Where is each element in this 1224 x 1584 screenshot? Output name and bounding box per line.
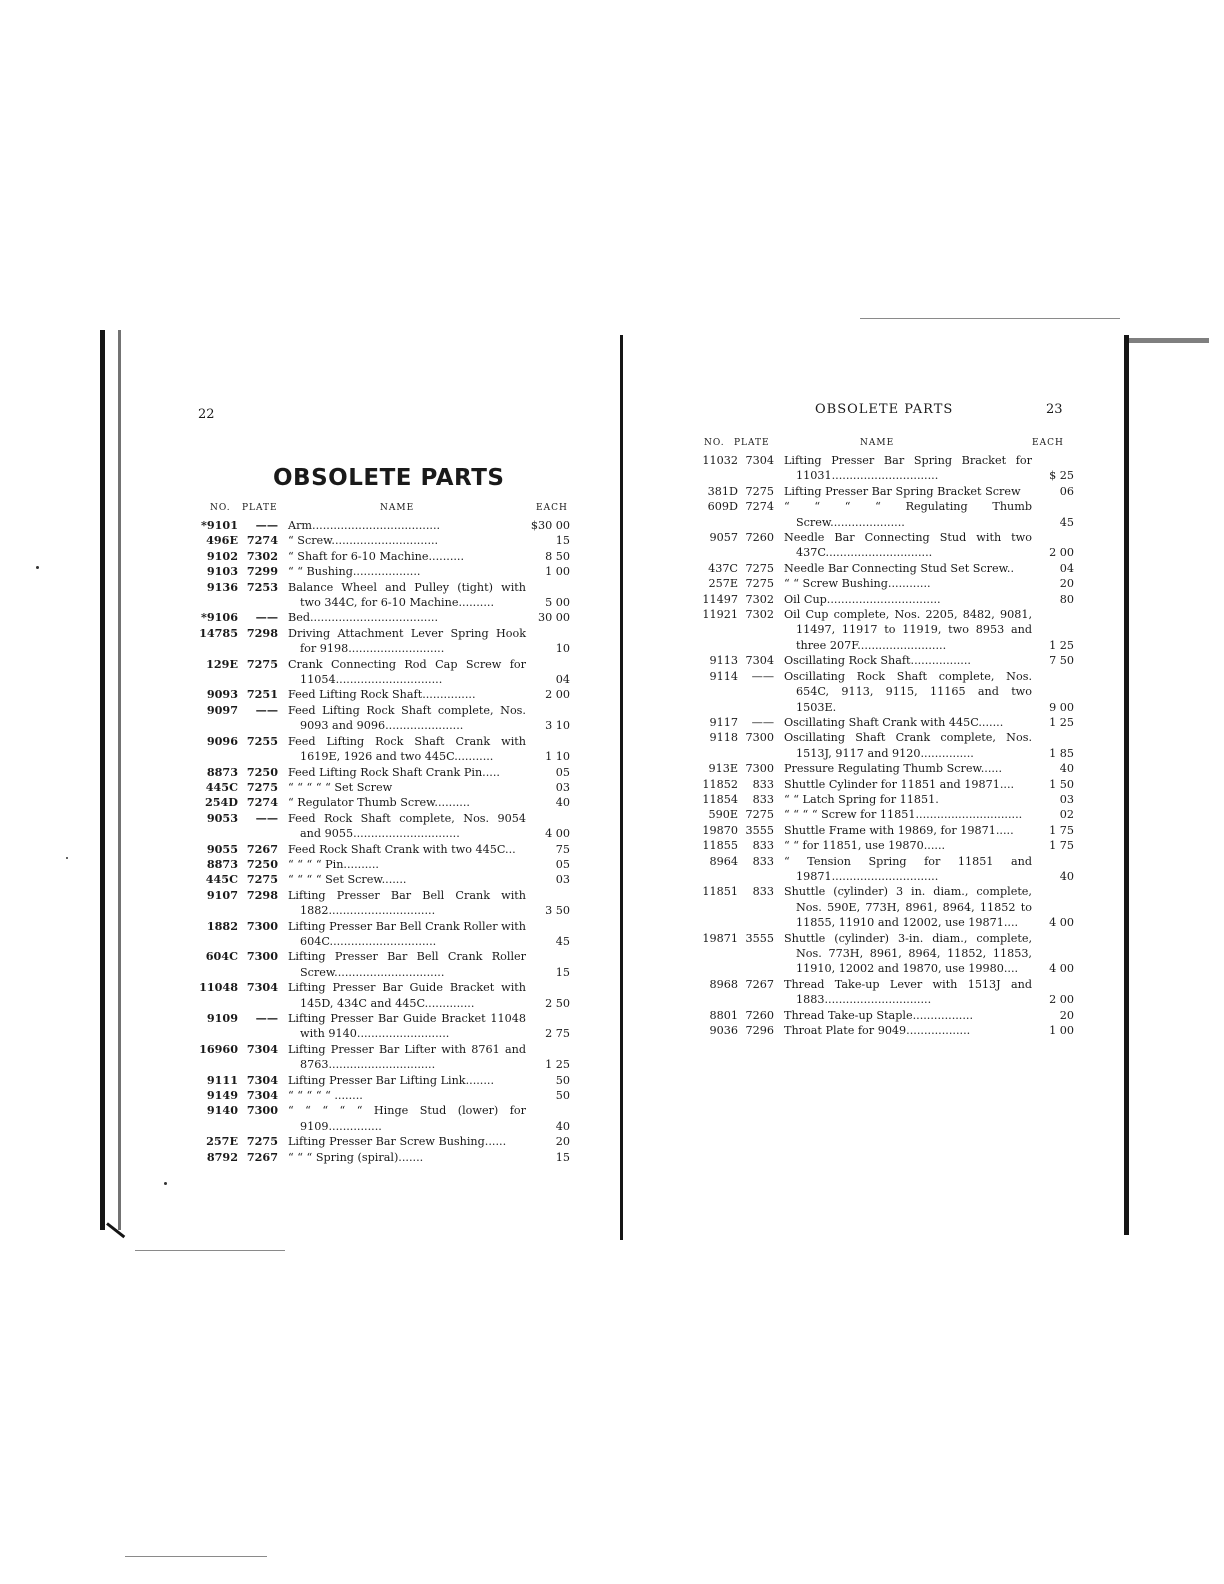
part-name: Oscillating Rock Shaft complete, Nos. 654C, 9113, 9115, 11165 and two 1503E. xyxy=(784,669,1032,714)
plate-number: 3555 xyxy=(745,931,774,945)
header-name: NAME xyxy=(860,438,895,448)
plate-number: 7300 xyxy=(246,949,278,964)
unit-price: 75 xyxy=(555,842,570,856)
plate-number: 7304 xyxy=(246,1041,278,1056)
part-row xyxy=(190,734,570,765)
part-row xyxy=(190,795,570,810)
part-name: Throat Plate for 9049.................. xyxy=(784,1024,971,1038)
plate-number: 7275 xyxy=(745,577,774,591)
unit-price: 15 xyxy=(555,534,570,548)
part-number: 16960 xyxy=(199,1041,238,1056)
part-number: 9053 xyxy=(206,810,238,825)
part-name: “ “ “ “ Screw for 11851.............................. xyxy=(784,808,1023,822)
unit-price: 04 xyxy=(555,673,570,687)
part-name: Lifting Presser Bar Lifting Link........ xyxy=(288,1073,495,1087)
part-row xyxy=(190,1042,570,1073)
part-name: Lifting Presser Bar Screw Bushing...... xyxy=(288,1135,507,1149)
unit-price: 40 xyxy=(1059,762,1074,776)
part-number: *9101 xyxy=(201,518,238,532)
plate-number: —— xyxy=(255,702,278,717)
plate-number: —— xyxy=(255,1011,278,1025)
part-row xyxy=(190,1073,570,1088)
plate-number: 7250 xyxy=(246,764,278,779)
plate-number: 7304 xyxy=(246,980,278,995)
unit-price: 40 xyxy=(555,1119,570,1133)
unit-price: 45 xyxy=(1059,515,1074,529)
plate-number: 7255 xyxy=(246,733,278,748)
part-row xyxy=(692,715,1074,730)
part-name: Feed Lifting Rock Shaft............... xyxy=(288,688,476,702)
unit-price: 1 10 xyxy=(545,750,570,764)
plate-number: 7298 xyxy=(246,887,278,902)
part-row xyxy=(190,549,570,564)
part-row xyxy=(692,1023,1074,1038)
part-name: Oscillating Shaft Crank with 445C....... xyxy=(784,715,1004,729)
plate-number: 7275 xyxy=(246,779,278,794)
part-number: 11921 xyxy=(702,608,738,622)
plate-number: 833 xyxy=(752,792,774,806)
part-number: 11048 xyxy=(199,980,238,995)
part-row xyxy=(692,823,1074,838)
part-number: 129E xyxy=(206,656,238,671)
part-row xyxy=(190,1150,570,1165)
scan-edge-left-inner xyxy=(118,330,121,1230)
header-name: NAME xyxy=(380,503,415,513)
part-name: Oil Cup................................ xyxy=(784,592,941,606)
scan-speck xyxy=(164,1182,167,1185)
left-column-headers xyxy=(194,503,574,517)
part-row xyxy=(692,561,1074,576)
unit-price: 15 xyxy=(555,1150,570,1164)
plate-number: 7300 xyxy=(745,762,774,776)
unit-price: 40 xyxy=(555,796,570,810)
part-name: Oscillating Shaft Crank complete, Nos. 1513J, 9117 and 9120............... xyxy=(784,731,1032,760)
part-number: 11855 xyxy=(702,839,738,853)
part-number: 9111 xyxy=(206,1072,238,1087)
part-name: “ “ Bushing................... xyxy=(288,565,421,579)
part-number: 437C xyxy=(708,561,738,575)
part-name: “ “ “ “ “ Set Screw xyxy=(288,780,393,794)
part-number: 9118 xyxy=(709,731,738,745)
part-name: Pressure Regulating Thumb Screw...... xyxy=(784,762,1003,776)
part-number: 9107 xyxy=(206,887,238,902)
plate-number: 7275 xyxy=(246,656,278,671)
part-row xyxy=(190,564,570,579)
unit-price: 05 xyxy=(555,857,570,871)
part-number: 8968 xyxy=(709,977,738,991)
header-plate: PLATE xyxy=(734,438,770,448)
unit-price: 2 50 xyxy=(545,996,570,1010)
unit-price: 3 50 xyxy=(545,904,570,918)
right-parts-list xyxy=(692,453,1074,1038)
part-name: Bed.................................... xyxy=(288,611,439,625)
part-row xyxy=(190,919,570,950)
plate-number: —— xyxy=(255,810,278,825)
part-number: 604C xyxy=(205,949,238,964)
unit-price: 5 00 xyxy=(545,596,570,610)
plate-number: 7253 xyxy=(246,579,278,594)
part-row xyxy=(692,792,1074,807)
unit-price: 04 xyxy=(1059,561,1074,575)
part-number: 8873 xyxy=(206,856,238,871)
part-number: 609D xyxy=(707,500,738,514)
header-each: EACH xyxy=(536,503,568,513)
plate-number: —— xyxy=(751,715,774,729)
part-row xyxy=(190,842,570,857)
part-row xyxy=(190,687,570,702)
plate-number: 7302 xyxy=(745,592,774,606)
part-number: 9136 xyxy=(206,579,238,594)
running-head: OBSOLETE PARTS xyxy=(815,402,954,417)
part-row xyxy=(190,765,570,780)
plate-number: 7260 xyxy=(745,1008,774,1022)
part-row xyxy=(692,854,1074,885)
plate-number: 7251 xyxy=(246,687,278,702)
unit-price: 03 xyxy=(555,780,570,794)
plate-number: 7267 xyxy=(246,1149,278,1164)
unit-price: 3 10 xyxy=(545,719,570,733)
unit-price: 50 xyxy=(555,1089,570,1103)
part-number: 11852 xyxy=(702,777,738,791)
unit-price: 8 50 xyxy=(545,549,570,563)
part-name: “ Regulator Thumb Screw.......... xyxy=(288,796,470,810)
part-number: 11851 xyxy=(702,885,738,899)
part-row xyxy=(190,703,570,734)
part-number: *9106 xyxy=(201,610,238,625)
part-name: Thread Take-up Lever with 1513J and 1883.............................. xyxy=(784,977,1032,1007)
part-number: 19871 xyxy=(702,931,738,945)
unit-price: 50 xyxy=(555,1073,570,1087)
plate-number: 7274 xyxy=(745,500,774,514)
plate-number: 7250 xyxy=(246,856,278,871)
part-number: 913E xyxy=(708,762,738,776)
plate-number: 833 xyxy=(752,885,774,899)
part-row xyxy=(190,780,570,795)
part-number: 8873 xyxy=(206,764,238,779)
unit-price: 1 00 xyxy=(545,565,570,579)
part-number: 14785 xyxy=(199,625,238,640)
part-name: “ “ Latch Spring for 11851. xyxy=(784,792,939,806)
scan-speck xyxy=(36,566,39,569)
unit-price: 45 xyxy=(555,934,570,948)
part-number: 590E xyxy=(708,808,738,822)
part-row xyxy=(190,626,570,657)
part-name: Oil Cup complete, Nos. 2205, 8482, 9081, 11497, 11917 to 11919, two 8953 and three 207F......................... xyxy=(784,608,1032,652)
plate-number: 7302 xyxy=(745,608,774,622)
plate-number: 7275 xyxy=(246,1134,278,1149)
unit-price: 40 xyxy=(1059,869,1074,883)
part-name: Needle Bar Connecting Stud with two 437C.............................. xyxy=(784,531,1032,560)
left-page-number: 22 xyxy=(198,407,215,422)
header-no: NO. xyxy=(210,503,231,513)
part-name: Feed Rock Shaft Crank with two 445C... xyxy=(288,842,516,856)
part-row xyxy=(190,980,570,1011)
part-row xyxy=(190,657,570,688)
plate-number: 7300 xyxy=(246,1103,278,1118)
part-number: 11854 xyxy=(702,792,738,806)
part-name: Balance Wheel and Pulley (tight) with two 344C, for 6-10 Machine.......... xyxy=(288,580,526,610)
unit-price: 9 00 xyxy=(1049,700,1074,714)
part-row xyxy=(692,807,1074,822)
part-row xyxy=(692,530,1074,561)
unit-price: 4 00 xyxy=(545,827,570,841)
part-name: “ Screw.............................. xyxy=(288,534,439,548)
part-name: Shuttle (cylinder) 3-in. diam., complete, Nos. 773H, 8961, 8964, 11852, 11853, 11910, 12002 and 19870, use 19980.... xyxy=(784,931,1032,976)
unit-price: 1 25 xyxy=(1049,638,1074,652)
unit-price: 1 85 xyxy=(1049,746,1074,760)
unit-price: 4 00 xyxy=(1049,916,1074,930)
part-row xyxy=(692,884,1074,930)
part-row xyxy=(190,1088,570,1103)
part-name: Lifting Presser Bar Bell Crank Roller with 604C.............................. xyxy=(288,919,526,948)
part-number: 9149 xyxy=(206,1088,238,1103)
part-number: 257E xyxy=(708,577,738,591)
part-number: 9109 xyxy=(206,1011,238,1025)
part-name: Driving Attachment Lever Spring Hook for 9198........................... xyxy=(288,626,526,656)
part-number: 9103 xyxy=(206,564,238,579)
header-no: NO. xyxy=(704,438,725,448)
plate-number: 7304 xyxy=(246,1072,278,1087)
part-row xyxy=(190,811,570,842)
unit-price: 1 25 xyxy=(545,1058,570,1072)
part-row xyxy=(692,931,1074,977)
scan-speck xyxy=(66,857,68,859)
part-name: Lifting Presser Bar Bell Crank with 1882.............................. xyxy=(288,888,526,918)
plate-number: 7267 xyxy=(246,841,278,856)
plate-number: 7275 xyxy=(745,808,774,822)
part-name: “ “ for 11851, use 19870...... xyxy=(784,839,946,853)
part-name: Oscillating Rock Shaft................. xyxy=(784,654,971,668)
unit-price: $30 00 xyxy=(530,519,570,532)
part-name: Lifting Presser Bar Guide Bracket with 145D, 434C and 445C.............. xyxy=(288,981,526,1010)
plate-number: 7275 xyxy=(246,872,278,887)
unit-price: 20 xyxy=(1059,1008,1074,1022)
part-row xyxy=(190,610,570,625)
part-number: 9057 xyxy=(709,531,738,545)
unit-price: 7 50 xyxy=(1049,654,1074,668)
part-name: “ “ “ “ Regulating Thumb Screw..................... xyxy=(784,500,1032,529)
plate-number: 7275 xyxy=(745,484,774,498)
part-number: 254D xyxy=(204,795,238,810)
part-number: 445C xyxy=(205,872,238,887)
part-row xyxy=(190,518,570,533)
part-name: Needle Bar Connecting Stud Set Screw.. xyxy=(784,561,1015,575)
part-row xyxy=(190,1134,570,1149)
part-number: 9114 xyxy=(709,669,738,683)
part-number: 9113 xyxy=(709,654,738,668)
plate-number: —— xyxy=(751,669,774,683)
unit-price: 80 xyxy=(1059,592,1074,606)
left-parts-list xyxy=(190,518,570,1165)
part-row xyxy=(692,576,1074,591)
plate-number: 7260 xyxy=(745,531,774,545)
part-name: “ “ “ “ “ ........ xyxy=(288,1089,363,1103)
part-row xyxy=(692,730,1074,761)
part-name: Thread Take-up Staple................. xyxy=(784,1008,974,1022)
unit-price: 30 00 xyxy=(537,611,570,625)
part-row xyxy=(692,607,1074,653)
right-column-headers xyxy=(700,438,1070,452)
plate-number: 7274 xyxy=(246,795,278,810)
part-number: 9117 xyxy=(709,715,738,729)
part-number: 381D xyxy=(707,484,738,498)
part-number: 9055 xyxy=(206,841,238,856)
part-row xyxy=(190,888,570,919)
part-row xyxy=(692,653,1074,668)
plate-number: 7275 xyxy=(745,561,774,575)
part-number: 257E xyxy=(206,1134,238,1149)
unit-price: 03 xyxy=(555,873,570,887)
part-row xyxy=(692,838,1074,853)
right-page-number: 23 xyxy=(1046,402,1063,417)
unit-price: 20 xyxy=(1059,577,1074,591)
plate-number: 7304 xyxy=(246,1088,278,1103)
part-name: “ “ Screw Bushing............ xyxy=(784,577,931,591)
unit-price: 1 00 xyxy=(1049,1024,1074,1038)
part-name: Arm.................................... xyxy=(288,519,441,532)
part-number: 9036 xyxy=(709,1024,738,1038)
part-name: Lifting Presser Bar Lifter with 8761 and 8763.............................. xyxy=(288,1042,526,1072)
plate-number: 7296 xyxy=(745,1024,774,1038)
part-number: 9097 xyxy=(206,702,238,717)
plate-number: 833 xyxy=(752,777,774,791)
scan-edge-right xyxy=(1124,335,1129,1235)
part-name: “ “ “ “ Set Screw....... xyxy=(288,873,407,887)
part-row xyxy=(692,761,1074,776)
part-row xyxy=(190,857,570,872)
part-row xyxy=(692,977,1074,1008)
plate-number: 7274 xyxy=(246,533,278,548)
part-name: Lifting Presser Bar Spring Bracket Screw xyxy=(784,484,1021,498)
part-number: 9093 xyxy=(206,687,238,702)
part-number: 9102 xyxy=(206,548,238,563)
scan-rule-footer xyxy=(125,1556,267,1557)
scan-edge-left xyxy=(100,330,105,1230)
plate-number: —— xyxy=(255,610,278,625)
part-name: Feed Lifting Rock Shaft Crank with 1619E, 1926 and two 445C........... xyxy=(288,734,526,764)
part-name: Lifting Presser Bar Spring Bracket for 11031.............................. xyxy=(784,454,1032,483)
part-number: 8792 xyxy=(206,1149,238,1164)
part-row xyxy=(692,592,1074,607)
part-name: “ “ “ “ Pin.......... xyxy=(288,857,379,871)
part-row xyxy=(190,1011,570,1042)
plate-number: 7300 xyxy=(246,918,278,933)
plate-number: 7299 xyxy=(246,564,278,579)
part-number: 445C xyxy=(205,779,238,794)
part-name: Shuttle Cylinder for 11851 and 19871.... xyxy=(784,777,1015,791)
plate-number: 7304 xyxy=(745,454,774,467)
part-number: 11032 xyxy=(702,454,738,467)
part-name: “ Shaft for 6-10 Machine.......... xyxy=(288,549,465,563)
part-number: 496E xyxy=(206,533,238,548)
part-row xyxy=(692,777,1074,792)
unit-price: 10 xyxy=(555,642,570,656)
unit-price: 2 00 xyxy=(545,688,570,702)
part-number: 8801 xyxy=(709,1008,738,1022)
unit-price: 1 25 xyxy=(1049,715,1074,729)
part-row xyxy=(692,453,1074,484)
part-number: 9140 xyxy=(206,1103,238,1118)
plate-number: 7298 xyxy=(246,625,278,640)
unit-price: 2 00 xyxy=(1049,993,1074,1007)
scan-edge-left-hook xyxy=(106,1222,125,1238)
page-title: OBSOLETE PARTS xyxy=(273,465,505,491)
plate-number: 7304 xyxy=(745,654,774,668)
part-name: Shuttle Frame with 19869, for 19871..... xyxy=(784,823,1014,837)
plate-number: 7267 xyxy=(745,977,774,991)
plate-number: 833 xyxy=(752,839,774,853)
plate-number: 7302 xyxy=(246,548,278,563)
part-number: 11497 xyxy=(702,592,738,606)
unit-price: 2 00 xyxy=(1049,546,1074,560)
scan-rule-top xyxy=(860,318,1120,319)
unit-price: 1 75 xyxy=(1049,823,1074,837)
part-row xyxy=(190,580,570,611)
part-row xyxy=(190,533,570,548)
unit-price: 1 50 xyxy=(1049,777,1074,791)
unit-price: 1 75 xyxy=(1049,839,1074,853)
unit-price: 05 xyxy=(555,765,570,779)
scan-rule-bottom xyxy=(135,1250,285,1251)
part-name: Feed Lifting Rock Shaft complete, Nos. 9093 and 9096...................... xyxy=(288,703,526,733)
unit-price: 02 xyxy=(1059,808,1074,822)
unit-price: 06 xyxy=(1059,484,1074,498)
part-name: Feed Lifting Rock Shaft Crank Pin..... xyxy=(288,765,500,779)
part-row xyxy=(190,872,570,887)
part-name: Feed Rock Shaft complete, Nos. 9054 and 9055.............................. xyxy=(288,811,526,841)
part-row xyxy=(190,949,570,980)
part-name: “ “ “ Spring (spiral)....... xyxy=(288,1150,424,1164)
part-row xyxy=(692,669,1074,715)
header-plate: PLATE xyxy=(242,503,278,513)
part-row xyxy=(190,1103,570,1134)
part-name: Shuttle (cylinder) 3 in. diam., complete, Nos. 590E, 773H, 8961, 8964, 11852 to 11855, 11910 and 12002, use 19871.... xyxy=(784,885,1032,930)
part-number: 9096 xyxy=(206,733,238,748)
unit-price: 20 xyxy=(555,1135,570,1149)
unit-price: 4 00 xyxy=(1049,962,1074,976)
part-row xyxy=(692,1008,1074,1023)
scan-edge-right-shade xyxy=(1129,338,1209,343)
part-name: Crank Connecting Rod Cap Screw for 11054.............................. xyxy=(288,657,526,687)
gutter-line xyxy=(620,335,623,1240)
part-name: Lifting Presser Bar Guide Bracket 11048 with 9140.......................... xyxy=(288,1012,526,1041)
part-number: 19870 xyxy=(702,823,738,837)
plate-number: 3555 xyxy=(745,823,774,837)
part-number: 8964 xyxy=(709,854,738,868)
plate-number: —— xyxy=(255,518,278,532)
part-name: “ Tension Spring for 11851 and 19871.............................. xyxy=(784,854,1032,883)
unit-price: 2 75 xyxy=(545,1027,570,1041)
plate-number: 833 xyxy=(752,854,774,868)
part-row xyxy=(692,499,1074,530)
part-number: 1882 xyxy=(206,918,238,933)
unit-price: $ 25 xyxy=(1049,469,1074,483)
part-name: “ “ “ “ “ Hinge Stud (lower) for 9109............... xyxy=(288,1104,526,1133)
unit-price: 15 xyxy=(555,965,570,979)
unit-price: 03 xyxy=(1059,792,1074,806)
header-each: EACH xyxy=(1032,438,1064,448)
part-name: Lifting Presser Bar Bell Crank Roller Screw............................... xyxy=(288,950,526,979)
part-row xyxy=(692,484,1074,499)
plate-number: 7300 xyxy=(745,731,774,745)
